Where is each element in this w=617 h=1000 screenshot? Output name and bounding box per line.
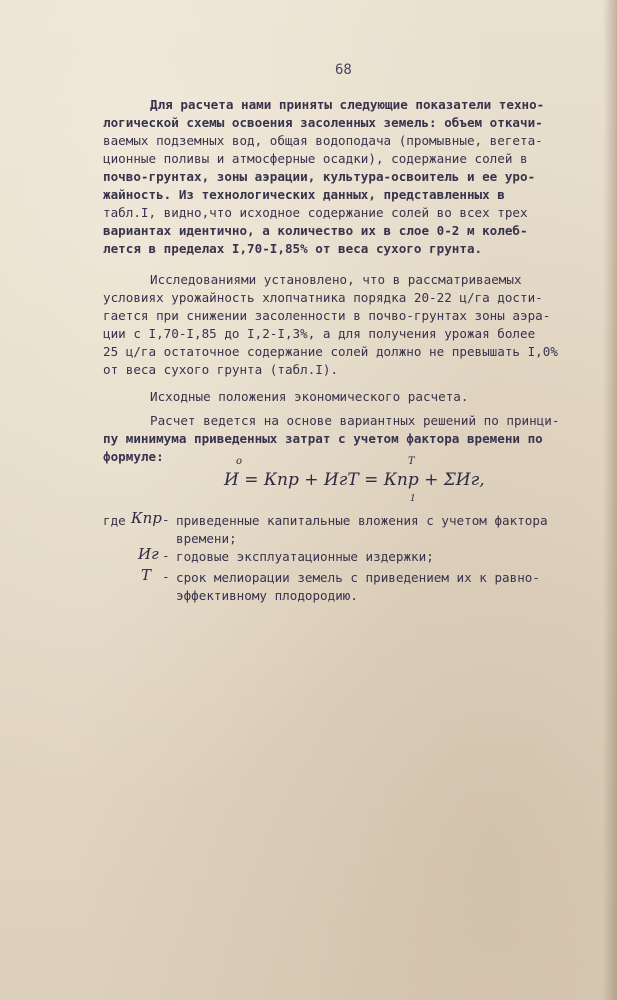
definitions-where: где (103, 513, 126, 528)
definition-t-line-2: эффективному плодородию. (176, 588, 358, 603)
definition-ig-line-1: годовые эксплуатационные издержки; (176, 549, 434, 564)
page-edge-shadow (603, 0, 617, 1000)
paragraph-1-line-2: логической схемы освоения засоленных земель: объем откачи- (103, 115, 543, 130)
definition-kpr-line-2: времени; (176, 531, 237, 546)
paragraph-1-line-6: жайность. Из технологических данных, представленных в (103, 187, 505, 202)
definition-t-line-1: срок мелиорации земель с приведением их к равно- (176, 570, 540, 585)
paragraph-2-line-6: от веса сухого грунта (табл.I). (103, 362, 339, 377)
section-heading: Исходные положения экономического расчета. (150, 389, 469, 404)
paragraph-2-line-3: гается при снижении засоленности в почво-грунтах зоны аэра- (103, 308, 551, 323)
formula-text: И = Кпр + ИгТ = Кпр + ΣИг, (224, 470, 485, 490)
definition-symbol-ig: Иг (138, 545, 159, 563)
definition-dash-2: - (162, 548, 170, 563)
formula-sum-lower-limit: 1 (410, 494, 416, 504)
definition-symbol-t: Т (141, 566, 152, 584)
paragraph-1-line-4: ционные поливы и атмосферные осадки), содержание солей в (103, 151, 528, 166)
paragraph-3-line-3: формуле: (103, 449, 164, 464)
paragraph-1-line-7: табл.I, видно,что исходное содержание солей во всех трех (103, 205, 528, 220)
paragraph-1-line-8: вариантах идентично, а количество их в слое 0-2 м колеб- (103, 223, 528, 238)
definition-dash-3: - (162, 569, 170, 584)
paragraph-1-line-3: ваемых подземных вод, общая водоподача (промывные, вегета- (103, 133, 543, 148)
cost-formula (224, 470, 485, 490)
paragraph-1-line-5: почво-грунтах, зоны аэрации, культура-освоитель и ее уро- (103, 169, 536, 184)
definition-dash-1: - (162, 512, 170, 527)
paragraph-1-line-9: лется в пределах I,70-I,85% от веса сухого грунта. (103, 241, 483, 256)
definition-kpr-line-1: приведенные капитальные вложения с учетом фактора (176, 513, 548, 528)
paragraph-2-line-2: условиях урожайность хлопчатника порядка 20-22 ц/га дости- (103, 290, 543, 305)
definition-symbol-kpr: Кпр (131, 509, 162, 527)
paragraph-3-line-2: пу минимума приведенных затрат с учетом фактора времени по (103, 431, 543, 446)
formula-overset-left: o (236, 456, 243, 467)
paragraph-1-line-1: Для расчета нами приняты следующие показатели техно- (150, 97, 545, 112)
paragraph-2-line-5: 25 ц/га остаточное содержание солей должно не превышать I,0% (103, 344, 558, 359)
paragraph-2-line-1: Исследованиями установлено, что в рассматриваемых (150, 272, 522, 287)
paragraph-3-line-1: Расчет ведется на основе вариантных решений по принци- (150, 413, 560, 428)
page-number: 68 (335, 62, 352, 78)
paragraph-2-line-4: ции с I,70-I,85 до I,2-I,3%, а для получения урожая более (103, 326, 536, 341)
formula-sum-upper-limit: T (408, 456, 415, 467)
